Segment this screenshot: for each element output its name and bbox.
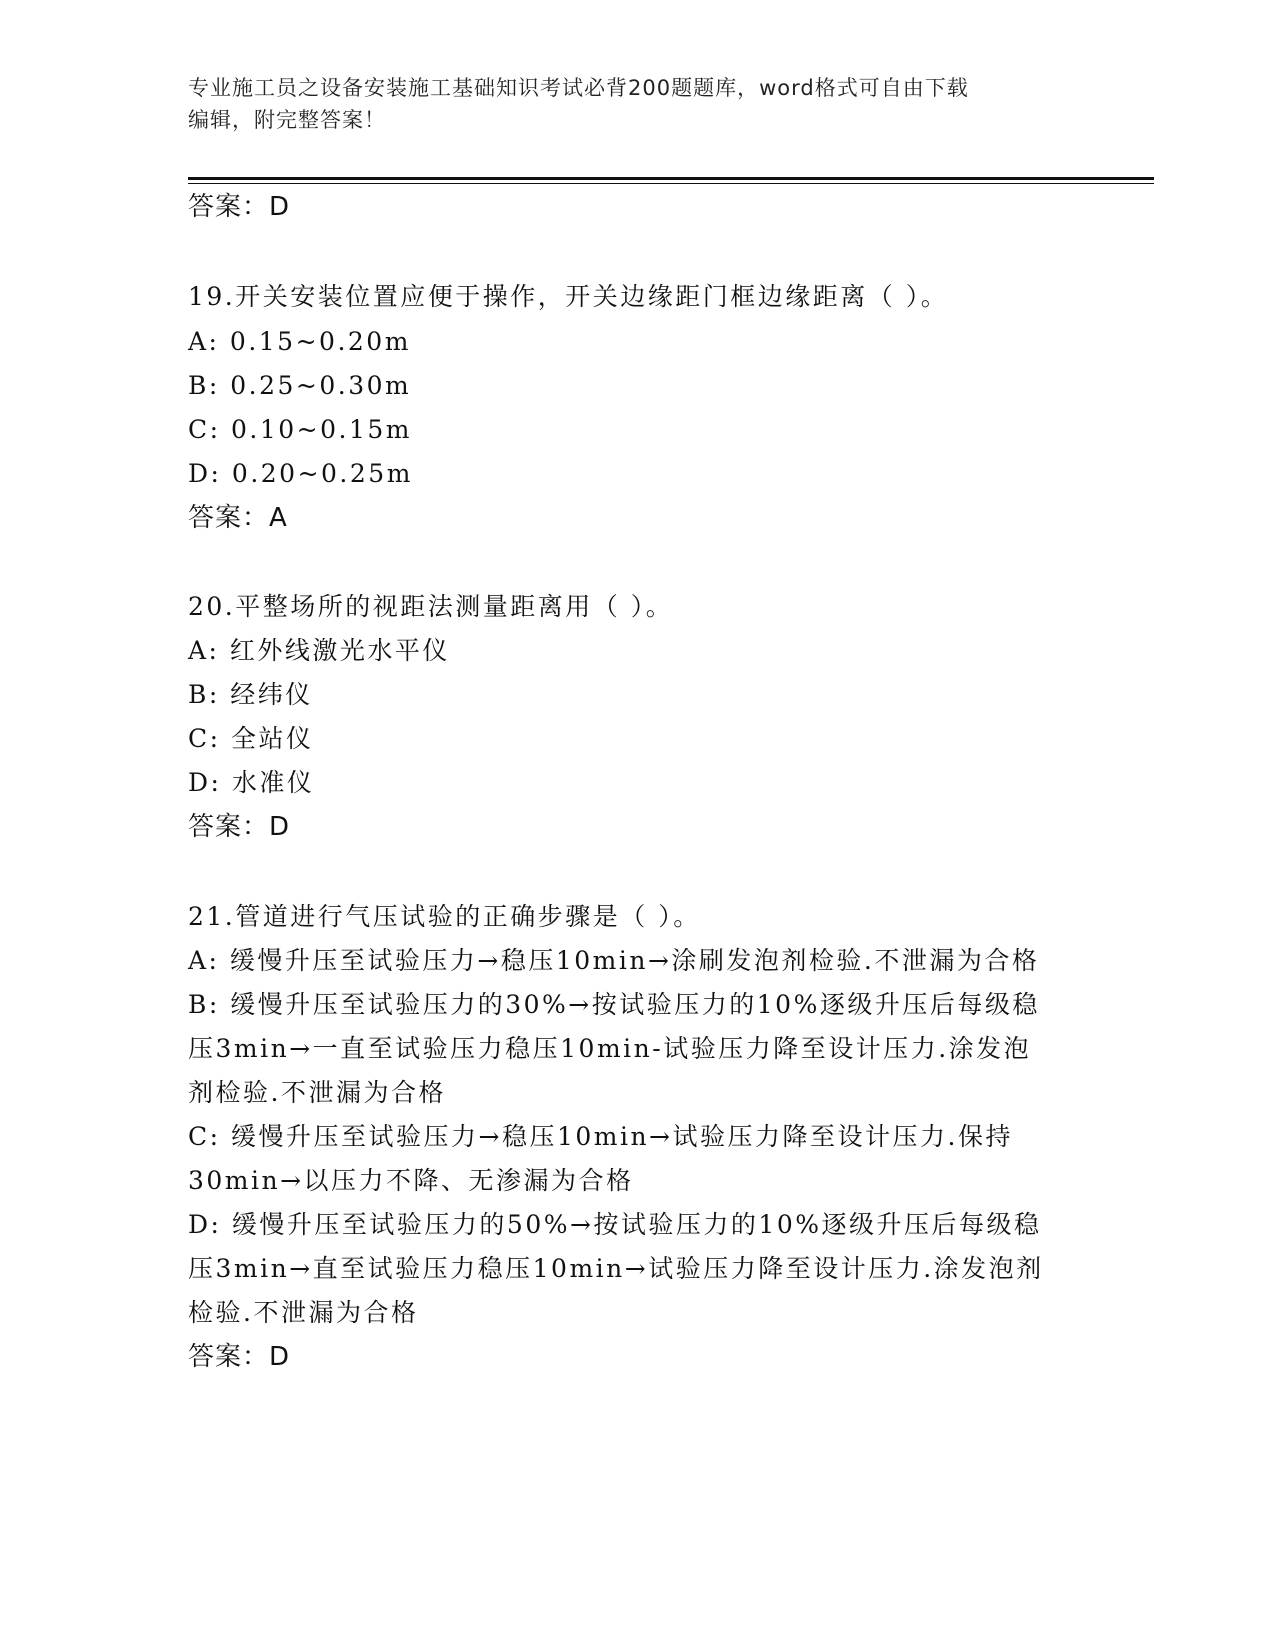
answer-q21: 答案：D — [188, 1342, 291, 1372]
q19-option-d: D: 0.20~0.25m — [188, 459, 413, 488]
answer-q20: 答案：D — [188, 812, 291, 842]
q19-option-b: B: 0.25~0.30m — [188, 371, 412, 400]
header-divider-thin — [188, 183, 1154, 184]
header-title-line1: 专业施工员之设备安装施工基础知识考试必背200题题库，word格式可自由下载 — [188, 76, 969, 100]
q19-option-c: C: 0.10~0.15m — [188, 415, 412, 444]
q20-option-b: B: 经纬仪 — [188, 680, 313, 709]
q20-option-a: A: 红外线激光水平仪 — [188, 636, 450, 665]
q19-option-a: A: 0.15~0.20m — [188, 327, 411, 356]
header-title-line2: 编辑，附完整答案！ — [188, 108, 386, 132]
q21-option-b-cont2: 剂检验.不泄漏为合格 — [188, 1078, 446, 1107]
question-19: 19.开关安装位置应便于操作，开关边缘距门框边缘距离（ ）。 — [188, 282, 949, 311]
q21-option-c: C: 缓慢升压至试验压力→稳压10min→试验压力降至设计压力.保持 — [188, 1122, 1013, 1151]
answer-q19: 答案：A — [188, 503, 288, 533]
question-20: 20.平整场所的视距法测量距离用（ ）。 — [188, 592, 674, 621]
q21-option-a: A: 缓慢升压至试验压力→稳压10min→涂刷发泡剂检验.不泄漏为合格 — [188, 946, 1040, 975]
q20-option-d: D: 水准仪 — [188, 768, 315, 797]
q21-option-d-cont1: 压3min→直至试验压力稳压10min→试验压力降至设计压力.涂发泡剂 — [188, 1254, 1044, 1283]
header-divider-thick — [188, 177, 1154, 180]
q21-option-b-cont1: 压3min→一直至试验压力稳压10min-试验压力降至设计压力.涂发泡 — [188, 1034, 1032, 1063]
q20-option-c: C: 全站仪 — [188, 724, 314, 753]
q21-option-b: B: 缓慢升压至试验压力的30%→按试验压力的10%逐级升压后每级稳 — [188, 990, 1040, 1019]
q21-option-d: D: 缓慢升压至试验压力的50%→按试验压力的10%逐级升压后每级稳 — [188, 1210, 1042, 1239]
q21-option-c-cont: 30min→以压力不降、无渗漏为合格 — [188, 1166, 634, 1195]
answer-q18: 答案：D — [188, 192, 291, 222]
question-21: 21.管道进行气压试验的正确步骤是（ ）。 — [188, 902, 701, 931]
page-header — [188, 72, 1078, 136]
q21-option-d-cont2: 检验.不泄漏为合格 — [188, 1298, 419, 1327]
